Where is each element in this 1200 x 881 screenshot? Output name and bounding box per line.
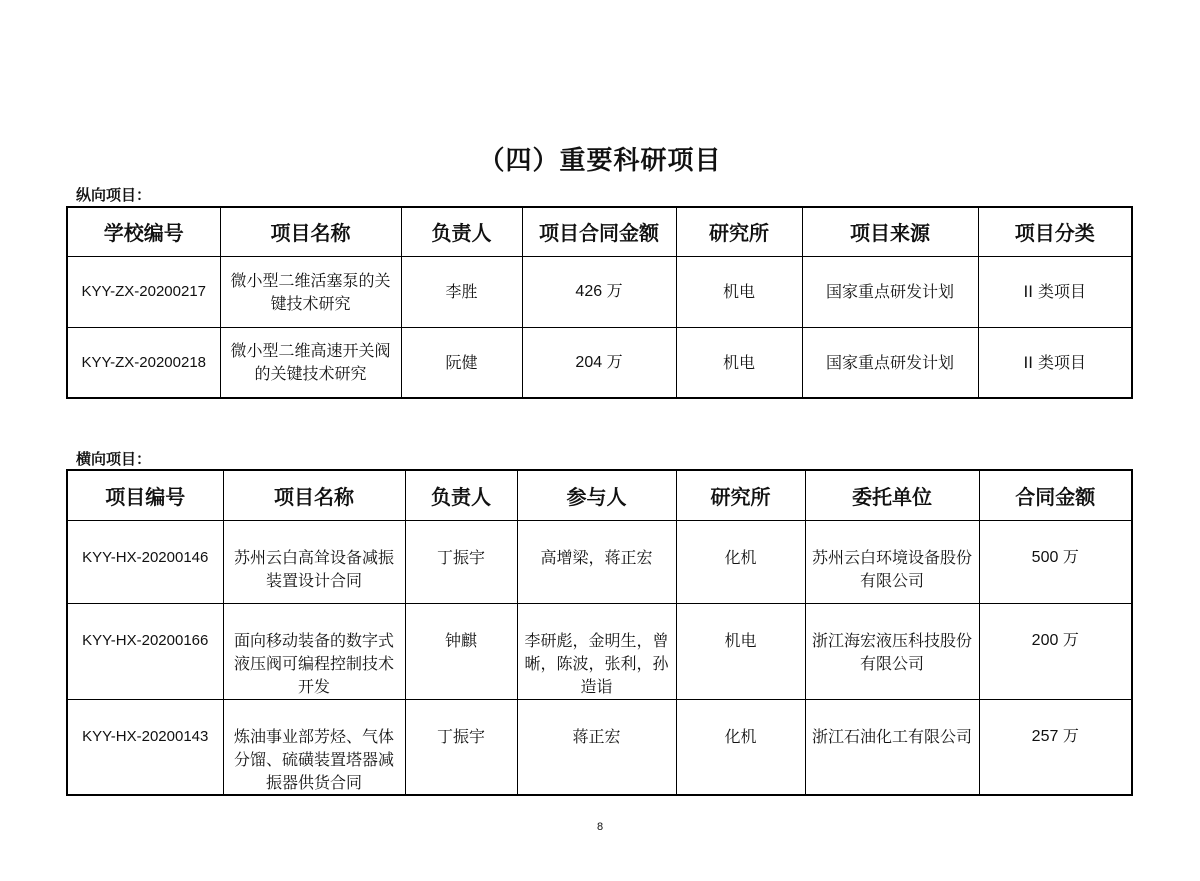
- contract-amount: 204 万: [522, 327, 676, 398]
- institute: 机电: [676, 256, 802, 327]
- column-header: 研究所: [676, 470, 805, 520]
- column-header: 研究所: [676, 207, 802, 256]
- project-code: KYY-ZX-20200218: [67, 327, 220, 398]
- table-row: [67, 699, 1132, 795]
- project-category: II 类项目: [978, 256, 1132, 327]
- table-row: [67, 256, 1132, 327]
- column-header: 学校编号: [67, 207, 220, 256]
- column-header: 项目名称: [223, 470, 405, 520]
- project-name: 微小型二维高速开关阀的关键技术研究: [220, 327, 401, 398]
- page-title: （四）重要科研项目: [478, 146, 722, 176]
- table-row: [67, 603, 1132, 699]
- client-organization: 苏州云白环境设备股份有限公司: [805, 520, 979, 603]
- participants: 高增梁，蒋正宏: [517, 520, 676, 603]
- column-header: 参与人: [517, 470, 676, 520]
- column-header: 委托单位: [805, 470, 979, 520]
- project-leader: 阮健: [401, 327, 522, 398]
- contract-amount: 500 万: [979, 520, 1132, 603]
- institute: 机电: [676, 603, 805, 699]
- column-header: 项目合同金额: [522, 207, 676, 256]
- client-organization: 浙江石油化工有限公司: [805, 699, 979, 795]
- vertical-projects-label: 纵向项目：: [76, 186, 152, 204]
- project-source: 国家重点研发计划: [802, 327, 978, 398]
- horizontal-projects-label: 横向项目：: [76, 450, 152, 468]
- project-code: KYY-ZX-20200217: [67, 256, 220, 327]
- column-header: 项目编号: [67, 470, 223, 520]
- project-name: 苏州云白高耸设备减振装置设计合同: [223, 520, 405, 603]
- project-leader: 李胜: [401, 256, 522, 327]
- column-header: 合同金额: [979, 470, 1132, 520]
- column-header: 项目来源: [802, 207, 978, 256]
- institute: 化机: [676, 699, 805, 795]
- table-row: [67, 520, 1132, 603]
- table-row: [67, 327, 1132, 398]
- participants: 李研彪，金明生，曾晰，陈波，张利，孙造诣: [517, 603, 676, 699]
- project-code: KYY-HX-20200166: [67, 603, 223, 699]
- project-leader: 钟麒: [405, 603, 517, 699]
- project-code: KYY-HX-20200143: [67, 699, 223, 795]
- table-header-row: [67, 470, 1132, 520]
- contract-amount: 200 万: [979, 603, 1132, 699]
- table-header-row: [67, 207, 1132, 256]
- project-source: 国家重点研发计划: [802, 256, 978, 327]
- project-name: 炼油事业部芳烃、气体分馏、硫磺装置塔器减振器供货合同: [223, 699, 405, 795]
- institute: 机电: [676, 327, 802, 398]
- client-organization: 浙江海宏液压科技股份有限公司: [805, 603, 979, 699]
- project-name: 微小型二维活塞泵的关键技术研究: [220, 256, 401, 327]
- contract-amount: 426 万: [522, 256, 676, 327]
- project-leader: 丁振宇: [405, 699, 517, 795]
- vertical-projects-table: [66, 206, 1133, 399]
- project-leader: 丁振宇: [405, 520, 517, 603]
- horizontal-projects-table: [66, 469, 1133, 796]
- column-header: 项目名称: [220, 207, 401, 256]
- participants: 蒋正宏: [517, 699, 676, 795]
- project-code: KYY-HX-20200146: [67, 520, 223, 603]
- institute: 化机: [676, 520, 805, 603]
- project-category: II 类项目: [978, 327, 1132, 398]
- page-number: 8: [596, 821, 604, 833]
- column-header: 负责人: [405, 470, 517, 520]
- contract-amount: 257 万: [979, 699, 1132, 795]
- column-header: 项目分类: [978, 207, 1132, 256]
- column-header: 负责人: [401, 207, 522, 256]
- project-name: 面向移动装备的数字式液压阀可编程控制技术开发: [223, 603, 405, 699]
